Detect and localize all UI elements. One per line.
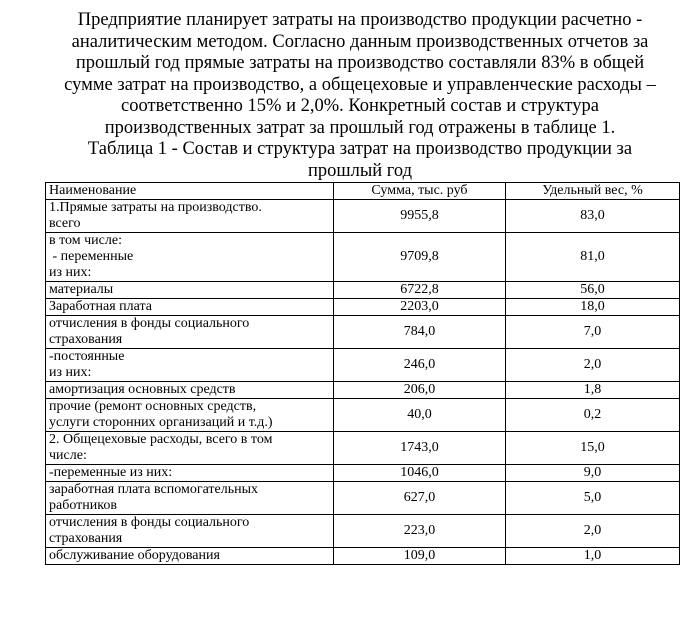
table-row (46, 432, 680, 465)
row-sum-cell: 206,0 (334, 382, 506, 399)
row-name-cell (46, 548, 334, 565)
row-name-line: Заработная плата (49, 299, 152, 314)
row-name-cell (46, 515, 334, 548)
intro-paragraph (60, 10, 660, 139)
row-sum-cell: 40,0 (334, 399, 506, 432)
row-name-line: заработная плата вспомогательных (49, 482, 259, 497)
row-share-cell: 5,0 (506, 482, 680, 515)
row-name-line: отчисления в фонды социального (49, 316, 250, 331)
table-row (46, 349, 680, 382)
row-share-cell: 56,0 (506, 282, 680, 299)
row-name-line: прочие (ремонт основных средств, (49, 399, 257, 414)
row-name-line: -переменные из них: (49, 465, 173, 480)
row-share-cell: 18,0 (506, 299, 680, 316)
row-name-line: из них: (49, 265, 92, 280)
table-caption (60, 139, 660, 182)
row-name-line: числе: (49, 448, 87, 463)
row-name-line: амортизация основных средств (49, 382, 236, 397)
table-row (46, 200, 680, 233)
row-sum-cell: 2203,0 (334, 299, 506, 316)
row-name-line: в том числе: (49, 233, 122, 248)
row-share-cell: 2,0 (506, 515, 680, 548)
row-sum-cell: 223,0 (334, 515, 506, 548)
row-name-cell (46, 482, 334, 515)
row-name-cell (46, 465, 334, 482)
row-sum-cell: 784,0 (334, 316, 506, 349)
row-share-cell: 1,8 (506, 382, 680, 399)
row-name-cell (46, 316, 334, 349)
row-name-cell (46, 299, 334, 316)
row-name-cell (46, 382, 334, 399)
table-row (46, 282, 680, 299)
row-name-cell (46, 432, 334, 465)
row-share-cell: 2,0 (506, 349, 680, 382)
header-sum: Сумма, тыс. руб (334, 183, 506, 200)
table-row (46, 399, 680, 432)
row-name-line: отчисления в фонды социального (49, 515, 250, 530)
row-name-cell (46, 349, 334, 382)
row-name-cell (46, 233, 334, 282)
table-row (46, 482, 680, 515)
row-share-cell: 1,0 (506, 548, 680, 565)
intro-line: Предприятие планирует затраты на производство продукции расчетно - (77, 10, 643, 30)
row-name-line: работников (49, 498, 117, 513)
cost-structure-table (45, 182, 680, 565)
table-row (46, 548, 680, 565)
intro-line: соответственно 15% и 2,0%. Конкретный состав и структура (121, 96, 599, 116)
row-name-cell (46, 399, 334, 432)
row-name-line: материалы (49, 282, 114, 297)
table-row (46, 299, 680, 316)
row-share-cell: 81,0 (506, 233, 680, 282)
header-name: Наименование (46, 183, 334, 200)
row-share-cell: 0,2 (506, 399, 680, 432)
row-share-cell: 15,0 (506, 432, 680, 465)
row-sum-cell: 1046,0 (334, 465, 506, 482)
table-row (46, 316, 680, 349)
intro-line: аналитическим методом. Согласно данным производственных отчетов за (71, 31, 649, 52)
table-row (46, 382, 680, 399)
row-sum-cell: 109,0 (334, 548, 506, 565)
row-sum-cell: 6722,8 (334, 282, 506, 299)
row-name-cell (46, 200, 334, 233)
row-name-line: страхования (49, 332, 123, 347)
row-name-line: -постоянные (49, 349, 125, 364)
table-row (46, 465, 680, 482)
table-row (46, 233, 680, 282)
row-name-line: обслуживание оборудования (49, 548, 220, 563)
row-name-line: всего (49, 216, 81, 231)
row-name-line: 2. Общецеховые расходы, всего в том (49, 432, 273, 447)
row-name-line: страхования (49, 531, 123, 546)
table-header-row (46, 183, 680, 200)
table-row (46, 515, 680, 548)
caption-line: Таблица 1 - Состав и структура затрат на производство продукции за (87, 139, 633, 159)
row-name-line: услуги сторонних организаций и т.д.) (49, 415, 273, 430)
row-name-line: 1.Прямые затраты на производство. (49, 200, 262, 215)
row-name-line: из них: (49, 365, 92, 380)
intro-line: сумме затрат на производство, а общецеховые и управленческие расходы – (64, 74, 656, 95)
row-share-cell: 83,0 (506, 200, 680, 233)
row-share-cell: 7,0 (506, 316, 680, 349)
row-share-cell: 9,0 (506, 465, 680, 482)
row-sum-cell: 1743,0 (334, 432, 506, 465)
table-body (46, 183, 680, 565)
row-sum-cell: 9955,8 (334, 200, 506, 233)
intro-line: прошлый год прямые затраты на производство составляли 83% в общей (75, 53, 645, 73)
header-share: Удельный вес, % (506, 183, 680, 200)
row-sum-cell: 627,0 (334, 482, 506, 515)
row-sum-cell: 9709,8 (334, 233, 506, 282)
row-name-line: - переменные (49, 249, 134, 264)
row-sum-cell: 246,0 (334, 349, 506, 382)
row-name-cell (46, 282, 334, 299)
intro-line: производственных затрат за прошлый год отражены в таблице 1. (104, 117, 616, 138)
caption-line: прошлый год (307, 160, 413, 181)
